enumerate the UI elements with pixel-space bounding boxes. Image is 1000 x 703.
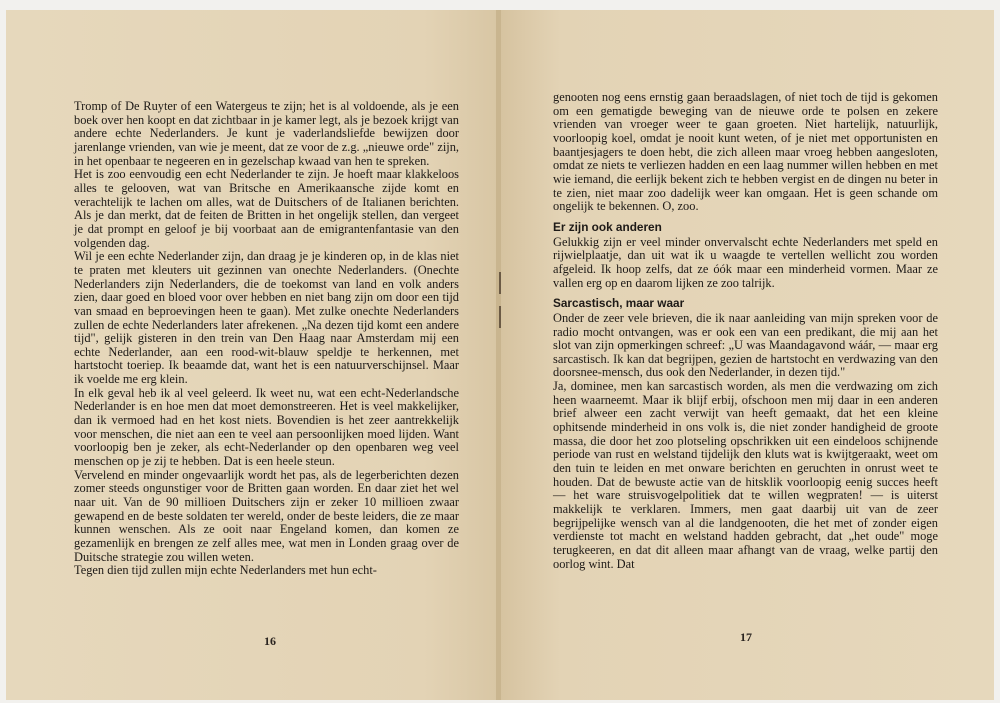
paragraph: Wil je een echte Nederlander zijn, dan draag je je kinderen op, in de klas niet te praten met kleuters uit gezinnen van onechte Nederlanders. (Onechte Nederlanders zijn Nederlanders, die de toekomst van land en volk anders zien, daar goed en bloed voor over hebben en niet bang zijn om door een tijd van smaad en beproevingen heen te gaan). Met zulke onechte Nederlanders zullen de echte Nederlanders later afrekenen. „Na dezen tijd komt een andere tijd", gelijk gisteren in den trein van Den Haag naar Amsterdam mij een echte Nederlander, aan een rood-wit-blauw speldje te herkennen, met hartstocht toeriep. Ik beaamde dat, want het is een natuurverschijnsel. Maar ik voelde me erg klein. bbox=[74, 249, 459, 387]
paragraph: Ja, dominee, men kan sarcastisch worden, als men die verdwazing om zich heen waarneemt. Maar ik blijf erbij, ofschoon men mij daar in een anderen brief alweer een zacht verwijt van heeft gemaakt, dat het een kleine ophitsende minderheid in ons volk is, die niet zonder handigheid de groote massa, die door het zoo plotseling opschrikken uit een eindeloos schijnende periode van rust en welstand tijdelijk den kluts wat is kwijtgeraakt, weet om den tuin te leiden en met onware berichten en geruchten in onrust weet te houden. Dat de bewuste actie van de hitsklik voorloopig eenig succes heeft — het ware struisvogelpolitiek dat te willen wegpraten! — is uiterst makkelijk te verklaren. Immers, men gaat daarbij uit van de zeer begrijpelijke wensch van al die landgenooten, die het met of zonder eigen verdienste tot macht en welstand hadden gebracht, dat „het oude" moge terugkeeren, en dat dit alleen maar afhangt van de vraag, welke partij den oorlog wint. Dat bbox=[553, 379, 938, 571]
paragraph: Tromp of De Ruyter of een Watergeus te zijn; het is al voldoende, als je een boek over hen koopt en dat zichtbaar in je kamer legt, als je bezoek krijgt van andere echte Nederlanders. Je kunt je vaderlandsliefde bewijzen door jarenlange vrienden, van wie je meent, dat ze voor de z.g. „nieuwe orde" zijn, in het openbaar te negeeren en in gezelschap kwaad van hen te spreken. bbox=[74, 99, 459, 168]
paragraph: In elk geval heb ik al veel geleerd. Ik weet nu, wat een echt-Nederlandsche Nederlander is en hoe men dat moet demonstreeren. Het is veel makkelijker, dan ik vermoed had en het kost niets. Bovendien is het zeer aantrekkelijk voor menschen, die niet aan een te veel aan persoonlijken moed lijden. Want voorloopig ben je zeker, als echt-Nederlander op den openbaren weg veel menschen op je zij te hebben. Dat is een heele steun. bbox=[74, 385, 459, 469]
paragraph: Het is zoo eenvoudig een echt Nederlander te zijn. Je hoeft maar klakkeloos alles te gelooven, wat van Britsche en Amerikaansche zijde komt en verachtelijk te lachen om alles, wat de Duitschers of de Italianen berichten. Als je dan merkt, dat de feiten de Britten in het ongelijk stellen, dan vergeet je dat prompt en geloof je bij voorbaat aan de emigrantenfantasie van den volgenden dag. bbox=[74, 167, 459, 250]
left-page bbox=[6, 10, 498, 700]
section-heading: Sarcastisch, maar waar bbox=[553, 296, 685, 311]
paragraph: Gelukkig zijn er veel minder onvervalscht echte Nederlanders met speld en rijwielplaatje, dan uit wat ik u waagde te vertellen wellicht zou worden afgeleid. Ik hoop zelfs, dat ze óók maar een minderheid vormen. Maar ze vallen erg op en daarom lijken ze zoo talrijk. bbox=[553, 234, 938, 290]
paragraph: genooten nog eens ernstig gaan beraadslagen, of niet toch de tijd is gekomen om een gematigde beweging van de nieuwe orde te polsen en zekere vrienden van vroeger weer te gaan groeten. Niet hartelijk, natuurlijk, voorloopig koel, omdat je nooit kunt weten, of je niet met opportunisten en baantjesjagers te doen hebt, die zich alleen maar vroeg hebben aangesloten, omdat ze niets te verliezen hadden en een laag nummer willen hebben en met wie iemand, die eerlijk bekent zich te hebben vergist en de dingen nu beter in te zien, niet maar zoo dadelijk weer kan omgaan. Het is geen schande om ongelijk te bekennen. O, zoo. bbox=[553, 90, 938, 214]
paragraph: Vervelend en minder ongevaarlijk wordt het pas, als de legerberichten dezen zomer steeds ongunstiger voor de Britten gaan worden. En daar ziet het wel naar uit. Van de 90 millioen Duitschers zijn er zeker 10 millioen zwaar gewapend en de beste soldaten ter wereld, onder de beste leiders, die ze maar kunnen wenschen. Als ze ooit naar Engeland komen, dan komen ze gezamenlijk en brengen ze zelf alles mee, wat men in Londen graag over de Duitsche strategie zou willen weten. bbox=[74, 467, 459, 564]
page-number-left: 16 bbox=[264, 634, 276, 648]
page-number-right: 17 bbox=[740, 630, 752, 644]
paragraph: Onder de zeer vele brieven, die ik naar aanleiding van mijn spreken voor de radio mocht ontvangen, was er ook een van een predikant, die mij aan het slot van zijn opmerkingen schreef: „U was Maandagavond wáár, — maar erg sarcastisch. Ik kan dat begrijpen, gezien de hartstocht en verdwazing van den doorsnee-mensch, dus ook den Nederlander, in dezen tijd." bbox=[553, 310, 938, 380]
left-page-text bbox=[74, 100, 459, 578]
book-spread bbox=[6, 10, 994, 700]
right-page-text bbox=[553, 91, 938, 571]
right-page bbox=[501, 10, 994, 700]
section-heading: Er zijn ook anderen bbox=[553, 219, 662, 234]
paragraph: Tegen dien tijd zullen mijn echte Nederlanders met hun echt- bbox=[74, 563, 377, 578]
